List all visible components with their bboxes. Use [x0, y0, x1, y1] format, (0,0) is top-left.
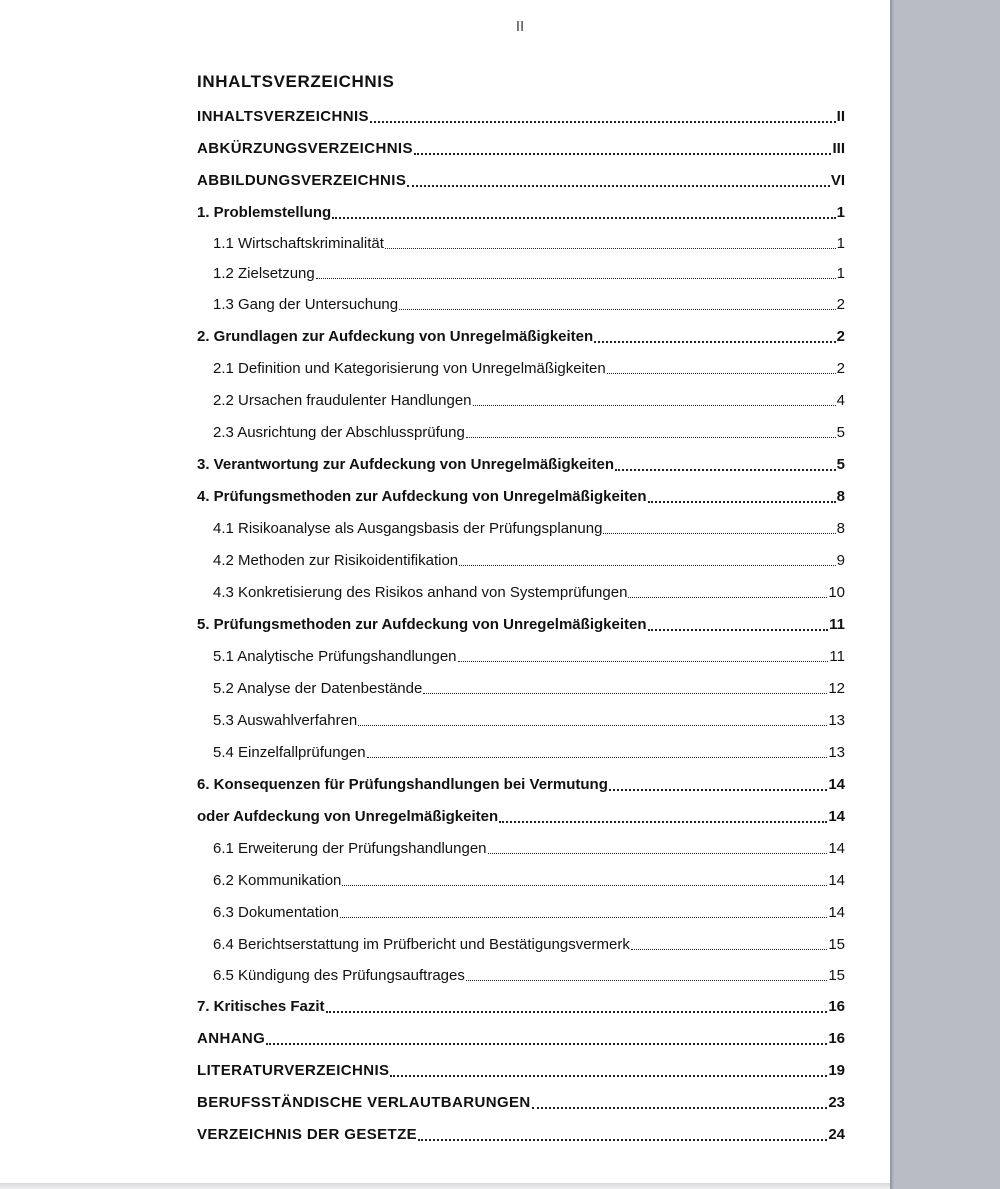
toc-entry-title: 1.1 Wirtschaftskriminalität — [213, 234, 384, 252]
dot-leader — [466, 979, 827, 981]
toc-entry-title: LITERATURVERZEICHNIS — [197, 1061, 390, 1079]
toc-entry-page: 5 — [836, 455, 845, 473]
toc-entry-page: 23 — [828, 1093, 845, 1111]
dot-leader — [358, 724, 827, 726]
toc-entry-section-4-1[interactable] — [197, 512, 845, 544]
viewer-background — [890, 0, 1000, 1189]
dot-leader — [594, 340, 835, 343]
toc-entry-chapter-3[interactable] — [197, 448, 845, 480]
toc-entry-title: 2. Grundlagen zur Aufdeckung von Unregelmäßigkeiten — [197, 327, 594, 345]
toc-entry-title: 2.2 Ursachen fraudulenter Handlungen — [213, 391, 472, 409]
toc-entry-chapter-4[interactable] — [197, 480, 845, 512]
toc-entry-page: 8 — [836, 519, 845, 537]
toc-entry-chapter-7[interactable] — [197, 990, 845, 1022]
dot-leader — [423, 692, 827, 694]
toc-entry-section-2-1[interactable] — [197, 352, 845, 384]
toc-entry-title: 4. Prüfungsmethoden zur Aufdeckung von Unregelmäßigkeiten — [197, 487, 647, 505]
toc-entry-title: 3. Verantwortung zur Aufdeckung von Unregelmäßigkeiten — [197, 455, 615, 473]
toc-entry-page: II — [836, 107, 845, 125]
toc-entry-title: BERUFSSTÄNDISCHE VERLAUTBARUNGEN — [197, 1093, 531, 1111]
toc-entry-section-2-3[interactable] — [197, 416, 845, 448]
dot-leader — [399, 308, 836, 310]
dot-leader — [418, 1138, 827, 1141]
dot-leader — [340, 916, 827, 918]
toc-entry-title: 6.4 Berichtserstattung im Prüfbericht und Bestätigungsvermerk — [213, 935, 630, 953]
toc-entry-section-6-4[interactable] — [197, 928, 845, 960]
toc-entry-page: 1 — [836, 264, 845, 282]
toc-entry-title: 1.3 Gang der Untersuchung — [213, 295, 399, 313]
toc-entry-title: 4.3 Konkretisierung des Risikos anhand von Systemprüfungen — [213, 583, 628, 601]
toc-entry-page: 5 — [836, 423, 845, 441]
toc-entry-page: 12 — [828, 679, 845, 697]
toc-entry-anhang[interactable] — [197, 1022, 845, 1054]
toc-entry-inhaltsverzeichnis[interactable] — [197, 100, 845, 132]
toc-entry-page: 13 — [828, 743, 845, 761]
toc-entry-section-5-3[interactable] — [197, 704, 845, 736]
toc-entry-page: 1 — [836, 203, 845, 221]
toc-entry-page: 2 — [836, 359, 845, 377]
toc-entry-title: 2.1 Definition und Kategorisierung von Unregelmäßigkeiten — [213, 359, 606, 377]
toc-entry-title: 1. Problemstellung — [197, 203, 332, 221]
toc-entry-title: ABBILDUNGSVERZEICHNIS — [197, 171, 407, 189]
toc-entry-section-5-2[interactable] — [197, 672, 845, 704]
toc-entry-page: 4 — [836, 391, 845, 409]
toc-entry-chapter-6[interactable] — [197, 768, 845, 800]
toc-entry-page: 16 — [828, 997, 845, 1015]
toc-entry-chapter-2[interactable] — [197, 320, 845, 352]
dot-leader — [367, 756, 828, 758]
toc-entry-title: 6.5 Kündigung des Prüfungsauftrages — [213, 966, 465, 984]
toc-entry-page: 1 — [836, 234, 845, 252]
toc-entry-title: 5.3 Auswahlverfahren — [213, 711, 358, 729]
toc-entry-chapter-1[interactable] — [197, 196, 845, 228]
dot-leader — [499, 820, 827, 823]
toc-entry-section-4-2[interactable] — [197, 544, 845, 576]
page-bottom-edge — [0, 1183, 890, 1189]
toc-entry-section-5-4[interactable] — [197, 736, 845, 768]
page-number: II — [515, 18, 525, 35]
table-of-contents — [197, 100, 845, 1150]
toc-entry-section-1-2[interactable] — [197, 258, 845, 288]
toc-entry-page: 15 — [828, 966, 845, 984]
toc-entry-page: 11 — [829, 647, 845, 665]
dot-leader — [385, 247, 836, 249]
toc-entry-title: 6. Konsequenzen für Prüfungshandlungen bei Vermutung — [197, 775, 608, 793]
toc-entry-page: 19 — [828, 1061, 845, 1079]
toc-entry-chapter-5[interactable] — [197, 608, 845, 640]
toc-entry-page: 2 — [836, 327, 845, 345]
dot-leader — [473, 404, 836, 406]
toc-entry-title: VERZEICHNIS DER GESETZE — [197, 1125, 418, 1143]
toc-entry-section-2-2[interactable] — [197, 384, 845, 416]
toc-entry-verzeichnis-der-gesetze[interactable] — [197, 1118, 845, 1150]
toc-entry-page: 14 — [828, 807, 845, 825]
dot-leader — [332, 216, 835, 219]
toc-entry-page: 14 — [828, 871, 845, 889]
toc-entry-abbildungsverzeichnis[interactable] — [197, 164, 845, 196]
dot-leader — [532, 1106, 828, 1109]
dot-leader — [631, 948, 827, 950]
dot-leader — [458, 660, 829, 662]
dot-leader — [414, 152, 832, 155]
toc-entry-berufsstaendische-verlautbarungen[interactable] — [197, 1086, 845, 1118]
toc-entry-title: ANHANG — [197, 1029, 266, 1047]
toc-entry-literaturverzeichnis[interactable] — [197, 1054, 845, 1086]
toc-entry-page: VI — [830, 171, 845, 189]
dot-leader — [316, 277, 836, 279]
toc-entry-page: 14 — [828, 775, 845, 793]
toc-entry-page: 10 — [828, 583, 845, 601]
toc-entry-page: 11 — [829, 615, 845, 633]
dot-leader — [615, 468, 836, 471]
toc-entry-title: 4.2 Methoden zur Risikoidentifikation — [213, 551, 459, 569]
dot-leader — [488, 852, 828, 854]
dot-leader — [370, 120, 836, 123]
toc-entry-section-1-3[interactable] — [197, 288, 845, 320]
dot-leader — [648, 500, 836, 503]
toc-entry-section-6-5[interactable] — [197, 960, 845, 990]
toc-entry-section-6-1[interactable] — [197, 832, 845, 864]
toc-entry-page: 14 — [828, 839, 845, 857]
toc-entry-page: 15 — [828, 935, 845, 953]
dot-leader — [342, 884, 827, 886]
dot-leader — [459, 564, 836, 566]
toc-entry-title: oder Aufdeckung von Unregelmäßigkeiten — [197, 807, 499, 825]
page-shadow — [890, 0, 894, 1189]
toc-entry-abkuerzungsverzeichnis[interactable] — [197, 132, 845, 164]
toc-entry-title: 6.2 Kommunikation — [213, 871, 342, 889]
toc-entry-page: 9 — [836, 551, 845, 569]
toc-entry-title: ABKÜRZUNGSVERZEICHNIS — [197, 139, 413, 157]
toc-entry-page: 8 — [836, 487, 845, 505]
toc-entry-title: 6.1 Erweiterung der Prüfungshandlungen — [213, 839, 487, 857]
toc-entry-section-5-1[interactable] — [197, 640, 845, 672]
dot-leader — [466, 436, 836, 438]
dot-leader — [607, 372, 836, 374]
dot-leader — [407, 184, 830, 187]
toc-entry-title: 4.1 Risikoanalyse als Ausgangsbasis der Prüfungsplanung — [213, 519, 603, 537]
dot-leader — [603, 532, 835, 534]
toc-entry-page: 24 — [828, 1125, 845, 1143]
toc-entry-title: 7. Kritisches Fazit — [197, 997, 325, 1015]
dot-leader — [390, 1074, 827, 1077]
dot-leader — [266, 1042, 827, 1045]
toc-entry-title: INHALTSVERZEICHNIS — [197, 107, 369, 125]
toc-entry-title: 5.1 Analytische Prüfungshandlungen — [213, 647, 457, 665]
toc-entry-title: 6.3 Dokumentation — [213, 903, 339, 921]
toc-entry-page: 14 — [828, 903, 845, 921]
toc-entry-section-6-2[interactable] — [197, 864, 845, 896]
toc-entry-section-6-3[interactable] — [197, 896, 845, 928]
toc-entry-page: III — [832, 139, 845, 157]
toc-entry-title: 1.2 Zielsetzung — [213, 264, 315, 282]
toc-entry-section-4-3[interactable] — [197, 576, 845, 608]
toc-entry-title: 2.3 Ausrichtung der Abschlussprüfung — [213, 423, 465, 441]
toc-entry-section-1-1[interactable] — [197, 228, 845, 258]
toc-entry-chapter-6-continued[interactable] — [197, 800, 845, 832]
toc-entry-page: 13 — [828, 711, 845, 729]
dot-leader — [628, 596, 827, 598]
dot-leader — [648, 628, 829, 631]
toc-heading: INHALTSVERZEICHNIS — [197, 72, 395, 91]
toc-entry-title: 5. Prüfungsmethoden zur Aufdeckung von Unregelmäßigkeiten — [197, 615, 647, 633]
toc-entry-title: 5.2 Analyse der Datenbestände — [213, 679, 423, 697]
toc-entry-page: 2 — [836, 295, 845, 313]
dot-leader — [326, 1010, 828, 1013]
toc-entry-page: 16 — [828, 1029, 845, 1047]
toc-entry-title: 5.4 Einzelfallprüfungen — [213, 743, 366, 761]
dot-leader — [609, 788, 827, 791]
